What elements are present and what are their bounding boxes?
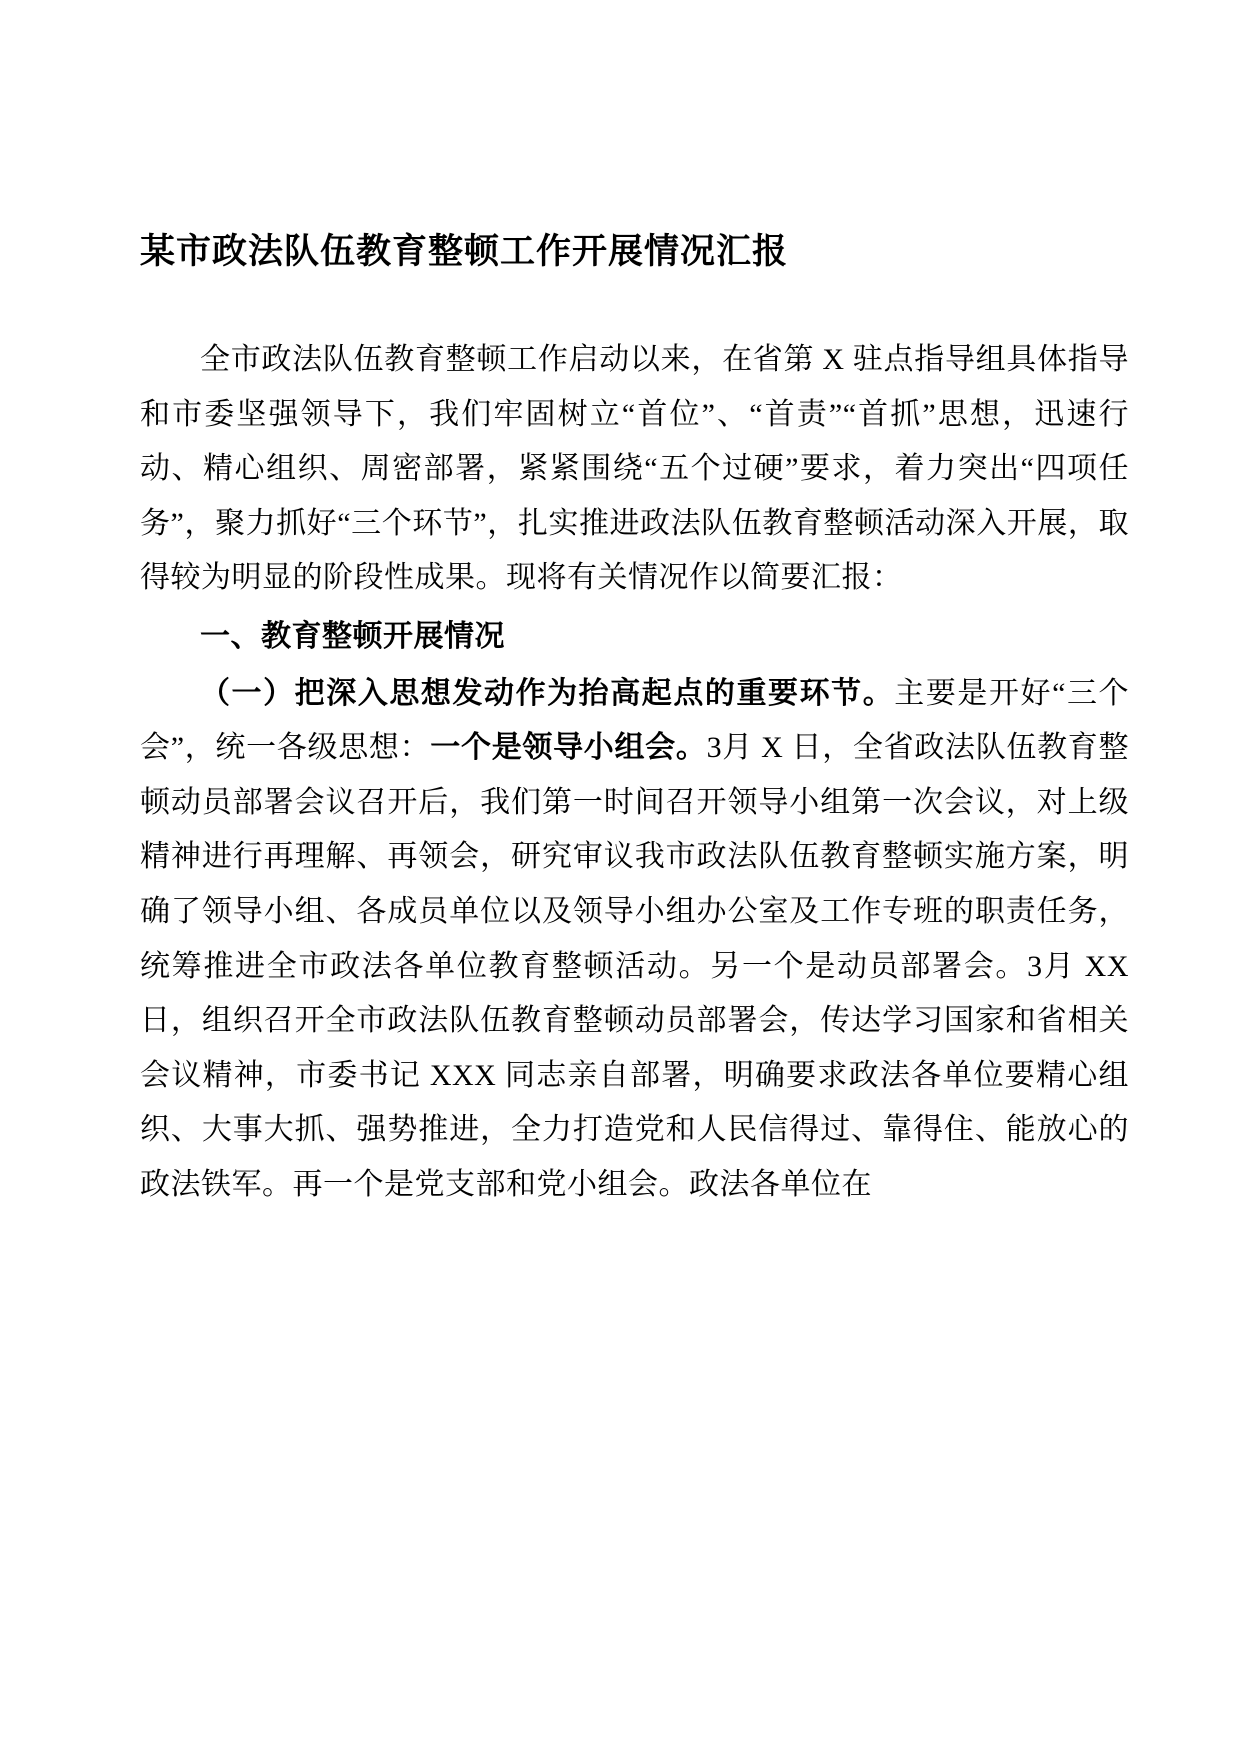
subsection-1-paragraph (140, 667, 1129, 1213)
section-heading-1: 一、教育整顿开展情况 (200, 618, 505, 654)
intro-paragraph: 全市政法队伍教育整顿工作启动以来，在省第 X 驻点指导组具体指导和市委坚强领导下，我们牢固树立“首位”、“首责”“首抓”思想，迅速行动、精心组织、周密部署，紧紧围绕“五个过硬”要求，着力突出“四项任务”，聚力抓好“三个环节”，扎实推进政法队伍教育整顿活动深入开展，取得较为明显的阶段性成果。现将有关情况作以简要汇报： (140, 343, 1129, 595)
subsection-1-text-c: 3月 X 日，全省政法队伍教育整顿动员部署会议召开后，我们第一时间召开领导小组第一次会议，对上级精神进行再理解、再领会，研究审议我市政法队伍教育整顿实施方案，明确了领导小组、各成员单位以及领导小组办公室及工作专班的职责任务，统筹推进全市政法各单位教育整顿活动。另一个是动员部署会。3月 XX 日，组织召开全市政法队伍教育整顿动员部署会，传达学习国家和省相关会议精神，市委书记 XXX 同志亲自部署，明确要求政法各单位要精心组织、大事大抓、强势推进，全力打造党和人民信得过、靠得住、能放心的政法铁军。再一个是党支部和党小组会。政法各单位在 (140, 731, 1130, 1201)
subsection-1-bold-b: 一个是领导小组会。 (430, 730, 707, 766)
subsection-1-lead: （一）把深入思想发动作为抬高起点的重要环节。 (200, 675, 895, 711)
page-title: 某市政法队伍教育整顿工作开展情况汇报 (140, 232, 789, 272)
subsection-1-text-a: 主要是开好“三个会”，统一各级思想： (140, 676, 1130, 765)
